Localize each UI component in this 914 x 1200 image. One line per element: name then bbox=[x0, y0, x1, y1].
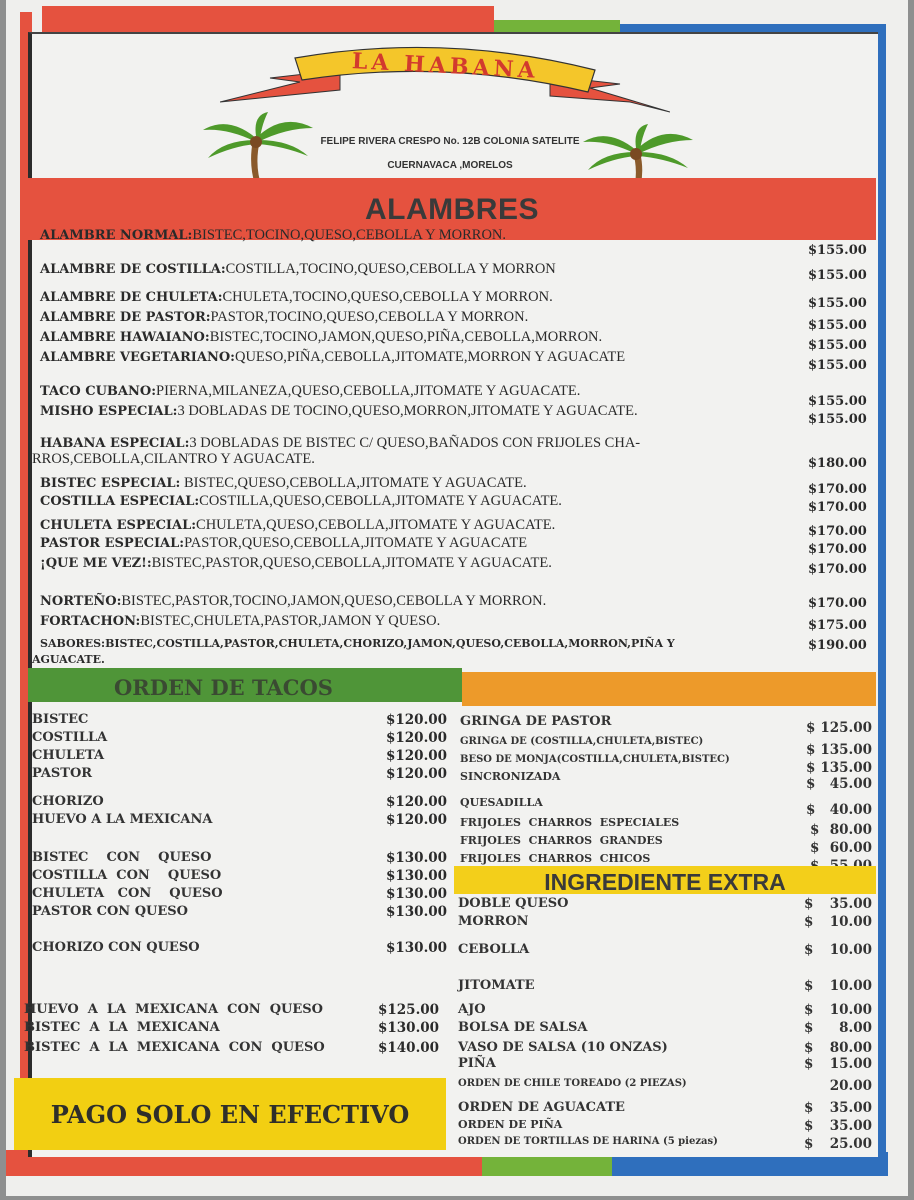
alambre-item bbox=[40, 472, 527, 492]
alambre-item-continuation bbox=[32, 448, 315, 468]
price-amount: 35.00 bbox=[829, 896, 872, 912]
taco-item-name: PASTOR bbox=[32, 766, 93, 781]
item-price: $170.00 bbox=[808, 482, 867, 497]
price-amount: 125.00 bbox=[820, 720, 872, 736]
item-name: PASTOR ESPECIAL: bbox=[40, 536, 185, 551]
taco-item-name: PASTOR CON QUESO bbox=[32, 904, 188, 919]
price-currency: $ bbox=[804, 1040, 814, 1056]
price-currency: $ bbox=[806, 776, 816, 792]
alambre-item bbox=[40, 514, 555, 534]
taco-item-price: $120.00 bbox=[386, 794, 448, 810]
item-name: TACO CUBANO: bbox=[40, 384, 157, 399]
extra-item-name: MORRON bbox=[458, 914, 529, 929]
item-name: ALAMBRE DE COSTILLA: bbox=[40, 262, 226, 277]
item-description: BISTEC,PASTOR,QUESO,CEBOLLA,JITOMATE Y AGUACATE. bbox=[151, 555, 552, 571]
item-description: PASTOR,TOCINO,QUESO,CEBOLLA Y MORRON. bbox=[210, 309, 529, 325]
price-currency: $ bbox=[804, 978, 814, 994]
taco-item-price: $130.00 bbox=[386, 940, 448, 956]
payment-note-banner: PAGO SOLO EN EFECTIVO bbox=[14, 1078, 446, 1150]
item-name: MISHO ESPECIAL: bbox=[40, 404, 178, 419]
item-description: BISTEC,CHULETA,PASTOR,JAMON Y QUESO. bbox=[140, 613, 441, 629]
taco-item-price: $130.00 bbox=[386, 868, 448, 884]
price-amount: 10.00 bbox=[829, 942, 872, 958]
alambre-item bbox=[40, 326, 602, 346]
restaurant-name: LA HABANA bbox=[351, 48, 540, 84]
item-name: ALAMBRE VEGETARIANO: bbox=[40, 350, 235, 365]
item-price: $155.00 bbox=[808, 268, 867, 283]
extra-item-name: PIÑA bbox=[458, 1056, 496, 1071]
item-description: QUESO,PIÑA,CEBOLLA,JITOMATE,MORRON Y AGUACATE bbox=[234, 349, 626, 365]
item-name: BISTEC ESPECIAL: bbox=[40, 476, 181, 491]
item-name: ALAMBRE HAWAIANO: bbox=[40, 330, 210, 345]
price-amount: 25.00 bbox=[829, 1136, 872, 1152]
item-description-cont: AGUACATE. bbox=[32, 653, 105, 666]
alambre-item bbox=[40, 632, 675, 651]
taco-extra-item-name: FRIJOLES CHARROS ESPECIALES bbox=[460, 816, 680, 829]
item-description: BISTEC,TOCINO,JAMON,QUESO,PIÑA,CEBOLLA,MORRON. bbox=[209, 329, 603, 345]
item-name: ¡QUE ME VEZ!: bbox=[40, 556, 152, 571]
taco-extra-item-name: SINCRONIZADA bbox=[460, 770, 561, 783]
alambre-item bbox=[40, 610, 440, 630]
item-price: $180.00 bbox=[808, 456, 867, 471]
item-name: NORTEÑO: bbox=[40, 594, 122, 609]
price-amount: 15.00 bbox=[829, 1056, 872, 1072]
item-price: $170.00 bbox=[808, 500, 867, 515]
alambre-item bbox=[40, 286, 553, 306]
taco-item-name: CHORIZO bbox=[32, 794, 104, 809]
item-description: CHULETA,QUESO,CEBOLLA,JITOMATE Y AGUACATE. bbox=[196, 517, 556, 533]
section-header-ingrediente-extra: INGREDIENTE EXTRA bbox=[454, 866, 876, 894]
taco-item-name: CHULETA bbox=[32, 748, 105, 763]
taco-item-name: COSTILLA CON QUESO bbox=[32, 868, 222, 883]
extra-item-name: ORDEN DE AGUACATE bbox=[458, 1100, 625, 1115]
address-line-1: FELIPE RIVERA CRESPO No. 12B COLONIA SATELITE bbox=[320, 136, 580, 147]
alambre-item bbox=[40, 346, 625, 366]
alambre-item bbox=[40, 380, 580, 400]
taco-item-name: BISTEC CON QUESO bbox=[32, 850, 212, 865]
item-price: $155.00 bbox=[808, 358, 867, 373]
price-currency: $ bbox=[804, 896, 814, 912]
item-description: 3 DOBLADAS DE TOCINO,QUESO,MORRON,JITOMATE Y AGUACATE. bbox=[177, 403, 638, 419]
extra-item-name: DOBLE QUESO bbox=[458, 896, 569, 911]
extra-item-name: CEBOLLA bbox=[458, 942, 530, 957]
item-description: PIERNA,MILANEZA,QUESO,CEBOLLA,JITOMATE Y AGUACATE. bbox=[156, 383, 581, 399]
item-name: HABANA ESPECIAL: bbox=[40, 436, 190, 451]
alambre-item bbox=[40, 400, 638, 420]
title-ribbon-banner bbox=[220, 40, 670, 120]
price-amount: 45.00 bbox=[829, 776, 872, 792]
item-price: $155.00 bbox=[808, 296, 867, 311]
item-description: 3 DOBLADAS DE BISTEC C/ QUESO,BAÑADOS CON FRIJOLES CHA- bbox=[189, 435, 641, 451]
taco-item-name: CHULETA CON QUESO bbox=[32, 886, 223, 901]
address-line-2: CUERNAVACA ,MORELOS bbox=[387, 160, 513, 171]
taco-item-price: $125.00 bbox=[378, 1002, 440, 1018]
price-amount: 35.00 bbox=[829, 1118, 872, 1134]
extra-item-name: AJO bbox=[458, 1002, 486, 1017]
item-price: $155.00 bbox=[808, 412, 867, 427]
item-price: $155.00 bbox=[808, 394, 867, 409]
taco-extra-item-name: FRIJOLES CHARROS GRANDES bbox=[460, 834, 663, 847]
taco-item-price: $120.00 bbox=[386, 730, 448, 746]
item-name: COSTILLA ESPECIAL: bbox=[40, 494, 200, 509]
item-description-cont: RROS,CEBOLLA,CILANTRO Y AGUACATE. bbox=[32, 451, 315, 467]
item-description: PASTOR,QUESO,CEBOLLA,JITOMATE Y AGUACATE bbox=[184, 535, 528, 551]
extra-item-name: ORDEN DE CHILE TOREADO (2 PIEZAS) bbox=[458, 1078, 687, 1089]
price-amount: 10.00 bbox=[829, 978, 872, 994]
extra-item-name: JITOMATE bbox=[458, 978, 535, 993]
alambre-item bbox=[40, 590, 546, 610]
price-currency: $ bbox=[804, 1020, 814, 1036]
price-currency: $ bbox=[810, 840, 820, 856]
taco-extra-item-name: QUESADILLA bbox=[460, 796, 543, 809]
item-description: CHULETA,TOCINO,QUESO,CEBOLLA Y MORRON. bbox=[222, 289, 553, 305]
taco-item-name: BISTEC A LA MEXICANA bbox=[24, 1020, 220, 1035]
price-currency: $ bbox=[810, 822, 820, 838]
item-description: BISTEC,COSTILLA,PASTOR,CHULETA,CHORIZO,JAMON,QUESO,CEBOLLA,MORRON,PIÑA Y bbox=[105, 637, 675, 650]
price-amount: 10.00 bbox=[829, 914, 872, 930]
item-price: $155.00 bbox=[808, 338, 867, 353]
price-currency: $ bbox=[806, 720, 816, 736]
alambre-item-continuation bbox=[32, 648, 105, 667]
price-amount: 8.00 bbox=[839, 1020, 872, 1036]
price-amount: 80.00 bbox=[829, 822, 872, 838]
taco-item-price: $130.00 bbox=[386, 904, 448, 920]
taco-item-name: BISTEC bbox=[32, 712, 89, 727]
taco-item-price: $130.00 bbox=[386, 886, 448, 902]
taco-item-price: $130.00 bbox=[386, 850, 448, 866]
taco-item-price: $120.00 bbox=[386, 812, 448, 828]
taco-item-price: $120.00 bbox=[386, 748, 448, 764]
section-header-tacos: ORDEN DE TACOS bbox=[28, 668, 462, 702]
taco-item-price: $130.00 bbox=[378, 1020, 440, 1036]
item-description: COSTILLA,TOCINO,QUESO,CEBOLLA Y MORRON bbox=[225, 261, 556, 277]
alambre-item bbox=[40, 532, 527, 552]
price-amount: 80.00 bbox=[829, 1040, 872, 1056]
price-currency: $ bbox=[804, 1136, 814, 1152]
price-amount: 20.00 bbox=[829, 1078, 872, 1094]
extra-item-name: BOLSA DE SALSA bbox=[458, 1020, 588, 1035]
item-name: ALAMBRE NORMAL: bbox=[40, 228, 193, 243]
taco-item-name: CHORIZO CON QUESO bbox=[32, 940, 200, 955]
alambre-item bbox=[40, 552, 552, 572]
item-description: BISTEC,QUESO,CEBOLLA,JITOMATE Y AGUACATE. bbox=[180, 475, 527, 491]
price-amount: 40.00 bbox=[829, 802, 872, 818]
frame-stripe-top-red bbox=[42, 6, 494, 34]
alambre-item bbox=[40, 224, 506, 244]
taco-item-price: $120.00 bbox=[386, 766, 448, 782]
item-price: $170.00 bbox=[808, 596, 867, 611]
taco-extra-item-name: GRINGA DE PASTOR bbox=[460, 714, 612, 729]
extra-item-name: ORDEN DE TORTILLAS DE HARINA (5 piezas) bbox=[458, 1136, 718, 1147]
item-description: COSTILLA,QUESO,CEBOLLA,JITOMATE Y AGUACATE. bbox=[199, 493, 562, 509]
price-currency: $ bbox=[806, 742, 816, 758]
item-name: ALAMBRE DE PASTOR: bbox=[40, 310, 211, 325]
price-currency: $ bbox=[804, 1118, 814, 1134]
price-amount: 10.00 bbox=[829, 1002, 872, 1018]
taco-extra-item-name: BESO DE MONJA(COSTILLA,CHULETA,BISTEC) bbox=[460, 754, 730, 765]
item-price: $155.00 bbox=[808, 318, 867, 333]
item-price: $175.00 bbox=[808, 618, 867, 633]
item-description: BISTEC,PASTOR,TOCINO,JAMON,QUESO,CEBOLLA Y MORRON. bbox=[121, 593, 547, 609]
extra-item-name: VASO DE SALSA (10 ONZAS) bbox=[458, 1040, 668, 1055]
item-description: BISTEC,TOCINO,QUESO,CEBOLLA Y MORRON. bbox=[192, 227, 507, 243]
item-price: $170.00 bbox=[808, 562, 867, 577]
taco-item-name: BISTEC A LA MEXICANA CON QUESO bbox=[24, 1040, 325, 1055]
extra-item-name: ORDEN DE PIÑA bbox=[458, 1118, 563, 1131]
taco-item-name: HUEVO A LA MEXICANA CON QUESO bbox=[24, 1002, 323, 1017]
taco-item-name: COSTILLA bbox=[32, 730, 108, 745]
section-header-alambres: ALAMBRES bbox=[28, 178, 876, 240]
item-price: $190.00 bbox=[808, 638, 867, 653]
item-name: SABORES: bbox=[40, 637, 106, 650]
taco-extra-item-name: FRIJOLES CHARROS CHICOS bbox=[460, 852, 651, 865]
item-name: FORTACHON: bbox=[40, 614, 141, 629]
price-amount: 35.00 bbox=[829, 1100, 872, 1116]
taco-item-price: $140.00 bbox=[378, 1040, 440, 1056]
item-price: $155.00 bbox=[808, 243, 867, 258]
item-price: $170.00 bbox=[808, 524, 867, 539]
taco-item-name: HUEVO A LA MEXICANA bbox=[32, 812, 213, 827]
item-name: CHULETA ESPECIAL: bbox=[40, 518, 197, 533]
price-currency: $ bbox=[804, 1002, 814, 1018]
taco-item-price: $120.00 bbox=[386, 712, 448, 728]
section-header-tacos-orange-band bbox=[462, 672, 876, 706]
price-currency: $ bbox=[806, 760, 816, 776]
price-amount: 135.00 bbox=[820, 760, 872, 776]
alambre-item bbox=[40, 306, 528, 326]
price-amount: 60.00 bbox=[829, 840, 872, 856]
price-currency: $ bbox=[806, 802, 816, 818]
taco-extra-item-name: GRINGA DE (COSTILLA,CHULETA,BISTEC) bbox=[460, 736, 704, 747]
item-name: ALAMBRE DE CHULETA: bbox=[40, 290, 223, 305]
price-currency: $ bbox=[804, 1056, 814, 1072]
item-price: $170.00 bbox=[808, 542, 867, 557]
price-currency: $ bbox=[804, 1100, 814, 1116]
price-currency: $ bbox=[804, 942, 814, 958]
price-currency: $ bbox=[804, 914, 814, 930]
alambre-item bbox=[40, 490, 562, 510]
price-amount: 135.00 bbox=[820, 742, 872, 758]
alambre-item bbox=[40, 258, 556, 278]
